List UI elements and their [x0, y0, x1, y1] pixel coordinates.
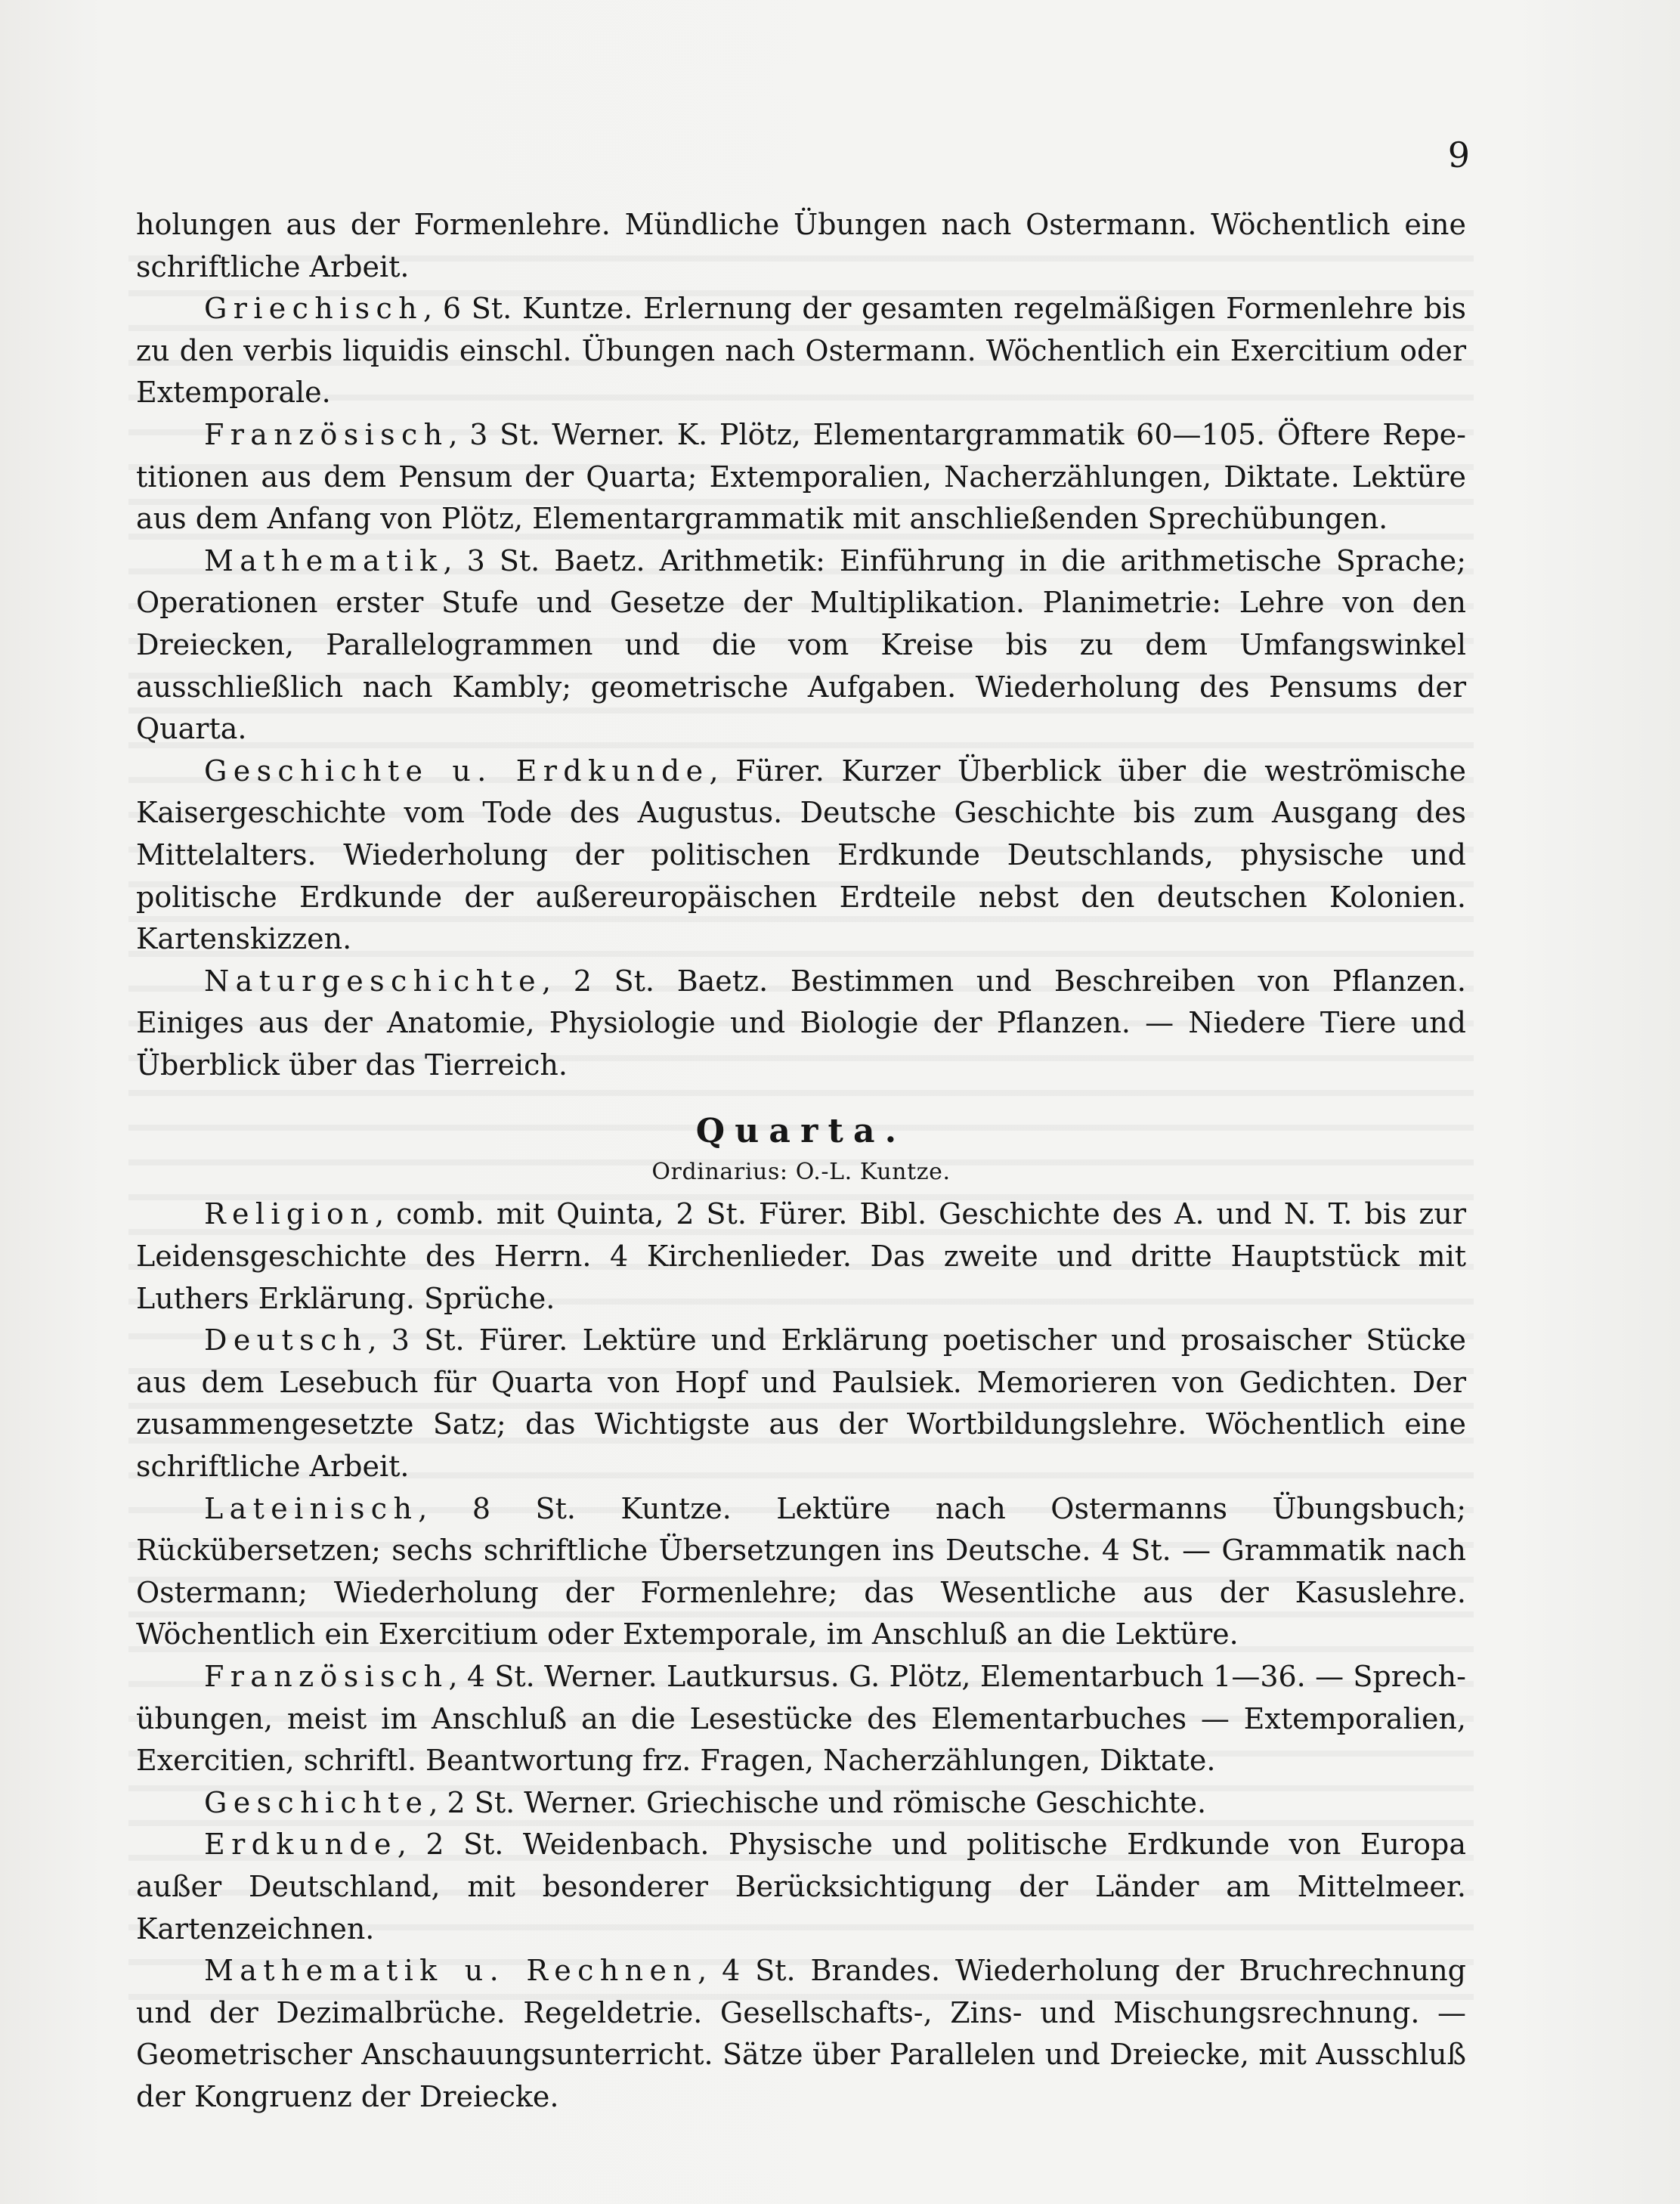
subject-label: Französisch — [204, 417, 449, 451]
body-text — [136, 204, 1466, 2119]
paragraph-mathematik-rechnen — [136, 1950, 1466, 2118]
paragraph-franzoesisch — [136, 414, 1466, 540]
paragraph-text: , 3 St. Werner. K. Plötz, Elementargrammatik 60—105. Öftere Repetitionen aus dem Pensum der Quarta; Extemporalien, Nacherzählungen, Diktate. Lektüre aus dem Anfang von Plötz, Elementargrammatik mit anschließenden Sprechübungen. — [136, 417, 1466, 536]
paragraph-text: , 4 St. Brandes. Wiederholung der Bruchrechnung und der Dezimalbrüche. Regeldetrie. Gesellschafts-, Zins- und Mischungsrechnung. — Geometrischer Anschauungsunterricht. Sätze über Parallelen und Dreiecke, mit Ausschluß der Kongruenz der Dreiecke. — [136, 1954, 1467, 2113]
subject-label: Geschichte — [204, 1785, 429, 1819]
paragraph-deutsch — [136, 1320, 1466, 1487]
paragraph-text: , Fürer. Kurzer Überblick über die weströmische Kaisergeschichte vom Tode des Augustus. Deutsche Geschichte bis zum Ausgang des Mittelalters. Wiederholung der politischen Erdkunde Deutschlands, physische und politische Erdkunde der außereuropäischen Erdteile nebst den deutschen Kolonien. Kartenskizzen. — [136, 754, 1467, 956]
paragraph-text: , 8 St. Kuntze. Lektüre nach Ostermanns Übungsbuch; Rückübersetzen; sechs schriftliche Übersetzungen ins Deutsche. 4 St. — Grammatik nach Ostermann; Wiederholung der Formenlehre; das Wesentliche aus der Kasuslehre. Wöchentlich ein Exercitium oder Extemporale, im Anschluß an die Lektüre. — [136, 1491, 1466, 1651]
subject-label: Lateinisch — [204, 1491, 419, 1525]
paragraph-text: , 4 St. Werner. Lautkursus. G. Plötz, Elementarbuch 1—36. — Sprechübungen, meist im Anschluß an die Lesestücke des Elementarbuches — Extemporalien, Exercitien, schriftl. Beantwortung frz. Fragen, Nacherzählungen, Diktate. — [136, 1660, 1466, 1778]
subject-label: Französisch — [204, 1660, 449, 1693]
paragraph-erdkunde — [136, 1824, 1466, 1950]
paragraph-geschichte — [136, 1782, 1466, 1825]
paragraph-text: , 6 St. Kuntze. Erlernung der gesamten regelmäßigen Formenlehre bis zu den verbis liquidis einschl. Übungen nach Ostermann. Wöchentlich ein Exercitium oder Extemporale. — [136, 292, 1466, 410]
paragraph-text: , 3 St. Fürer. Lektüre und Erklärung poetischer und prosaischer Stücke aus dem Lesebuch für Quarta von Hopf und Paulsiek. Memorieren von Gedichten. Der zusammengesetzte Satz; das Wichtigste aus der Wortbildungslehre. Wöchentlich eine schriftliche Arbeit. — [136, 1323, 1466, 1484]
paragraph-text: holungen aus der Formenlehre. Mündliche Übungen nach Ostermann. Wöchentlich eine schriftliche Arbeit. — [136, 208, 1466, 283]
subject-label: Mathematik — [204, 543, 444, 577]
subject-label: Geschichte u. Erdkunde — [204, 754, 710, 788]
subject-label: Deutsch — [204, 1323, 368, 1357]
subject-label: Erdkunde — [204, 1828, 398, 1862]
paragraph-religion — [136, 1193, 1466, 1320]
paragraph-lateinisch — [136, 1488, 1466, 1656]
paragraph-text: , 2 St. Werner. Griechische und römische Geschichte. — [429, 1785, 1207, 1819]
paragraph-naturgeschichte — [136, 961, 1466, 1087]
subject-label: Mathematik u. Rechnen — [204, 1954, 698, 1988]
paragraph-continued — [136, 204, 1466, 288]
paragraph-text: , 3 St. Baetz. Arithmetik: Einführung in die arithmetische Sprache; Operationen erster Stufe und Gesetze der Multiplikation. Planimetrie: Lehre von den Dreiecken, Parallelogrammen und die vom Kreise bis zu dem Umfangswinkel ausschließlich nach Kambly; geometrische Aufgaben. Wiederholung des Pensums der Quarta. — [136, 543, 1466, 746]
subject-label: Naturgeschichte — [204, 964, 542, 998]
paragraph-text: , 2 St. Baetz. Bestimmen und Beschreiben von Pflanzen. Einiges aus der Anatomie, Physiologie und Biologie der Pflanzen. — Niedere Tiere und Überblick über das Tierreich. — [136, 964, 1466, 1082]
section-heading: Quarta. — [695, 1112, 907, 1151]
paragraph-griechisch — [136, 288, 1466, 414]
ordinarius-line: Ordinarius: O.-L. Kuntze. — [651, 1159, 951, 1186]
paragraph-franzoesisch-quarta — [136, 1656, 1466, 1782]
subject-label: Religion — [204, 1197, 376, 1231]
subject-label: Griechisch — [204, 292, 423, 326]
paragraph-text: , comb. mit Quinta, 2 St. Fürer. Bibl. Geschichte des A. und N. T. bis zur Leidensgeschichte des Herrn. 4 Kirchenlieder. Das zweite und dritte Hauptstück mit Luthers Erklärung. Sprüche. — [136, 1197, 1466, 1315]
page-number: 9 — [1447, 135, 1470, 175]
paragraph-text: , 2 St. Weidenbach. Physische und politische Erdkunde von Europa außer Deutschland, mit besonderer Berücksichtigung der Länder am Mittelmeer. Kartenzeichnen. — [136, 1828, 1466, 1946]
paragraph-mathematik — [136, 540, 1466, 751]
paragraph-geschichte-erdkunde — [136, 751, 1466, 961]
